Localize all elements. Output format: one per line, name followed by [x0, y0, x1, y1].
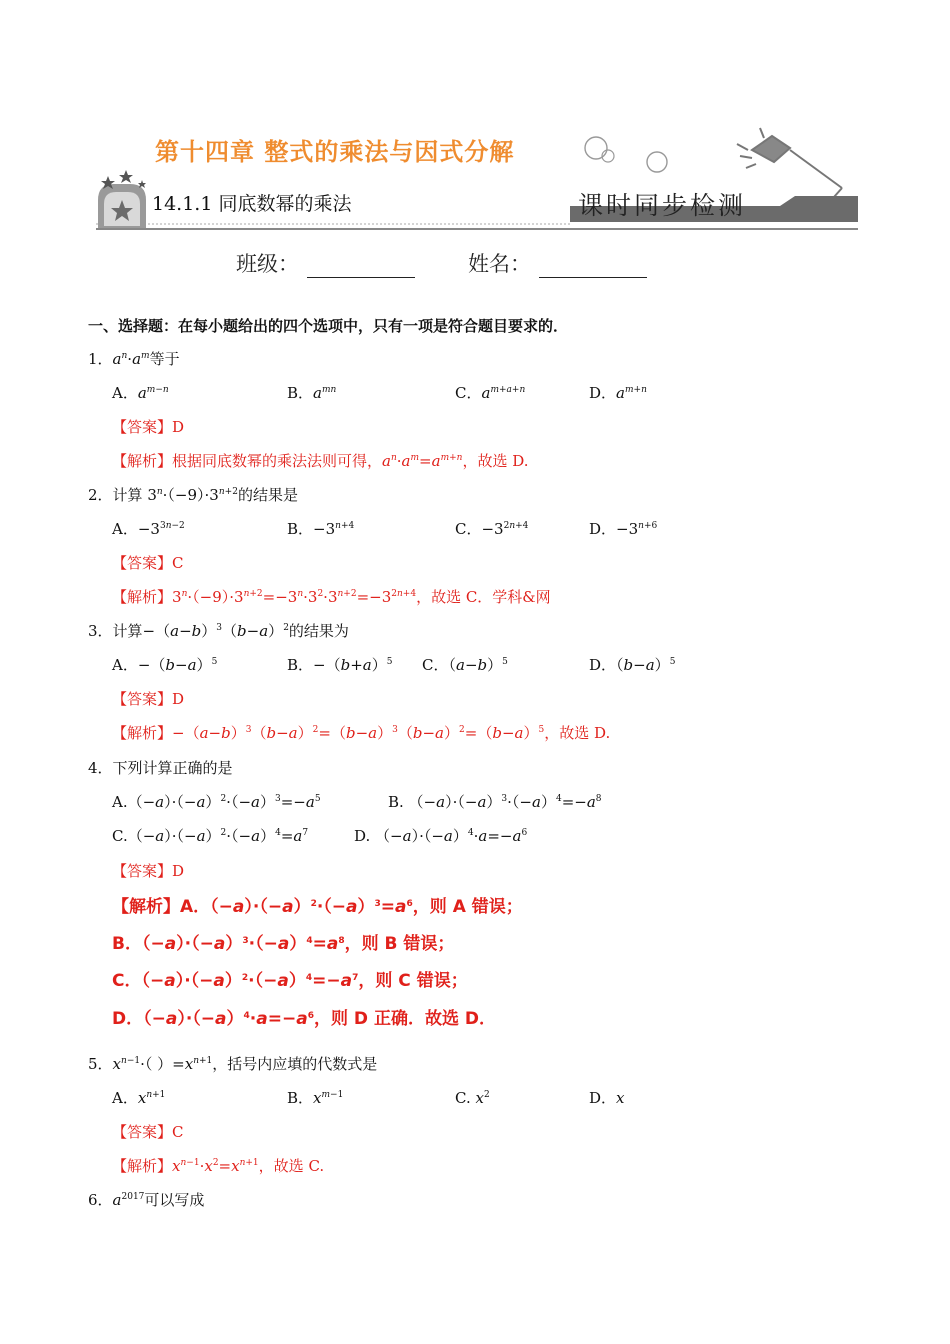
q6-stem-suffix: 可以写成: [144, 1191, 205, 1209]
q1-stem-suffix: 等于: [149, 350, 180, 368]
question-1: 1．$a^n\cdot a^m$等于: [88, 350, 180, 368]
q4-option-d: D. $(-a)\cdot(-a)^4\cdot a=-a^6$: [354, 827, 528, 845]
star-badge-icon: [98, 170, 146, 228]
q3-analysis: 【解析】$-(a-b)^3(b-a)^2=(b-a)^3(b-a)^2=(b-a)^5$，故选 D.: [112, 724, 611, 742]
q4-analysis-d: D．$(-a)\cdot(-a)^4\cdot a=-a^6$，则 D 正确．故选 D．: [112, 1009, 496, 1029]
q1-option-a: A．$a^{m-n}$: [112, 384, 169, 402]
header-rule: [96, 228, 858, 230]
question-4: 4．下列计算正确的是: [88, 759, 233, 777]
q2-stem-mid: ·（−9）·3: [162, 486, 219, 504]
section-title: 14.1.1 同底数幂的乘法: [152, 193, 352, 215]
class-blank[interactable]: [307, 255, 415, 278]
q2-option-b: B．$-3^{n+4}$: [287, 520, 355, 538]
q3-answer: 【答案】D: [112, 690, 185, 708]
q5-stem-suffix: ，括号内应填的代数式是: [212, 1055, 378, 1073]
q1-analysis: 【解析】根据同底数幂的乘法法则可得，$a^n\cdot a^m=a^{m+n}$，故选 D.: [112, 452, 529, 470]
q3-option-c: C．$(a-b)^5$: [422, 656, 508, 674]
q4-analysis-b: B．$(-a)\cdot(-a)^3\cdot(-a)^4=a^8$，则 B 错误；: [112, 934, 455, 954]
q5-option-b: B．$x^{m-1}$: [287, 1089, 344, 1107]
name-blank[interactable]: [539, 255, 647, 278]
q2-answer: 【答案】C: [112, 554, 184, 572]
q2-stem: 计算 3: [112, 486, 157, 504]
class-field: [236, 248, 415, 278]
bubble-right: [647, 152, 667, 172]
q4-analysis-a: 【解析】A．$(-a)\cdot(-a)^2\cdot(-a)^3=a^6$，则 A 错误；: [112, 897, 523, 917]
q3-analysis-suffix: ，故选 D.: [544, 724, 611, 742]
q5-stem-mid: =: [172, 1055, 185, 1073]
q1-option-d: D．$a^{m+n}$: [589, 384, 647, 402]
section-instruction: 一、选择题：在每小题给出的四个选项中，只有一项是符合题目要求的．: [88, 317, 569, 335]
q1-analysis-prefix: 【解析】根据同底数幂的乘法法则可得，: [112, 452, 383, 470]
q2-analysis: 【解析】$3^n\cdot(-9)\cdot 3^{n+2}=-3^n\cdot 3^2\cdot 3^{n+2}=-3^{2n+4}$，故选 C．学科&网: [112, 588, 551, 606]
q4-stem: 下列计算正确的是: [112, 759, 233, 777]
q2-analysis-suffix: ，故选 C．学科&网: [416, 588, 551, 606]
q4-analysis-c: C．$(-a)\cdot(-a)^2\cdot(-a)^4=-a^7$，则 C 错误；: [112, 971, 468, 991]
chapter-title: 第十四章 整式的乘法与因式分解: [155, 138, 515, 166]
q1-option-b: B．$a^{mn}$: [287, 384, 337, 402]
question-3: 3．计算$-(a-b)^3(b-a)^2$的结果为: [88, 622, 349, 640]
q5-option-a: A．$x^{n+1}$: [112, 1089, 166, 1107]
lamp-icon: [737, 128, 842, 206]
question-6: 6．$a^{2017}$可以写成: [88, 1191, 205, 1209]
question-5: 5．$x^{n-1}\cdot$（ ）$=x^{n+1}$，括号内应填的代数式是: [88, 1055, 378, 1073]
q5-analysis: 【解析】$x^{n-1}\cdot x^2=x^{n+1}$，故选 C.: [112, 1157, 325, 1175]
q5-option-c: C. $x^2$: [455, 1089, 490, 1107]
q1-answer: 【答案】D: [112, 418, 185, 436]
name-label: 姓名：: [468, 252, 531, 276]
q2-stem-suffix: 的结果是: [237, 486, 298, 504]
q4-option-c: $C.(-a)\cdot(-a)^2\cdot(-a)^4=a^7$: [112, 827, 309, 845]
q4-analysis-b-suffix: ，则 B 错误；: [344, 934, 455, 954]
q3-option-d: D．$(b-a)^5$: [589, 656, 676, 674]
q2-option-d: D．$-3^{n+6}$: [589, 520, 658, 538]
brand-title: 课时同步检测: [578, 191, 747, 220]
q4-answer: 【答案】D: [112, 862, 185, 880]
q4-analysis-d-suffix: ，则 D 正确．故选 D．: [314, 1009, 496, 1029]
q5-analysis-suffix: ，故选 C.: [258, 1157, 325, 1175]
q2-option-a: A．$-3^{3n-2}$: [112, 520, 185, 538]
question-2: 2．计算 $3^n\cdot(-9)\cdot 3^{n+2}$的结果是: [88, 486, 298, 504]
name-field: [468, 248, 647, 278]
q5-answer: 【答案】C: [112, 1123, 184, 1141]
q1-analysis-suffix: ，故选 D.: [462, 452, 529, 470]
q4-analysis-c-suffix: ，则 C 错误；: [358, 971, 468, 991]
q5-option-d: D．x: [589, 1089, 625, 1107]
q3-option-a: A．$-(b-a)^5$: [112, 656, 218, 674]
q4-option-a: $A.(-a)\cdot(-a)^2\cdot(-a)^3=-a^5$: [112, 793, 321, 811]
q4-analysis-a-suffix: ，则 A 错误；: [412, 897, 523, 917]
q2-option-c: C．$-3^{2n+4}$: [455, 520, 529, 538]
q2-analysis-head: 【解析】: [112, 588, 173, 606]
q1-option-c: C．$a^{m+a+n}$: [455, 384, 526, 402]
class-label: 班级：: [236, 252, 299, 276]
header-decoration: [0, 0, 950, 240]
q4-option-b: B. $(-a)\cdot(-a)^3\cdot(-a)^4=-a^8$: [388, 793, 602, 811]
q3-option-b: B．$-(b+a)^5$: [287, 656, 393, 674]
bubble-large: [585, 137, 607, 159]
